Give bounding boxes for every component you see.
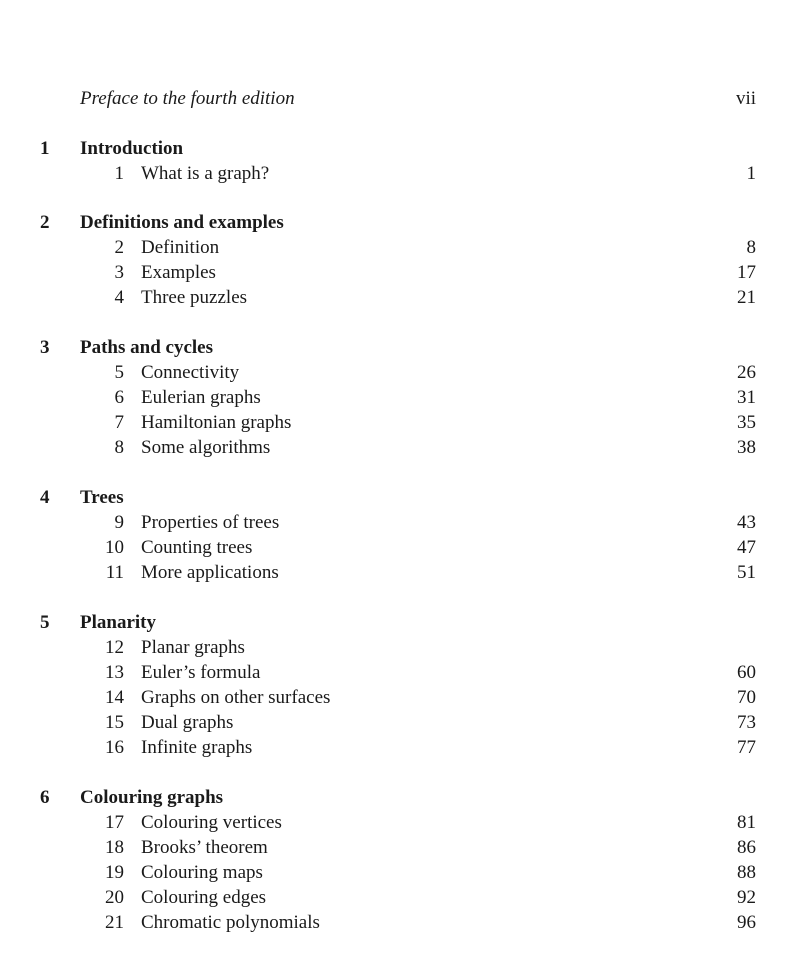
- section-title: Eulerian graphs: [141, 387, 261, 408]
- chapter-heading: [0, 212, 796, 237]
- section-entry: [0, 537, 796, 562]
- section-title: Connectivity: [141, 362, 240, 383]
- section-number: 11: [105, 562, 124, 583]
- section-number: 17: [105, 812, 124, 833]
- section-title: More applications: [141, 562, 279, 583]
- section-page: 88: [737, 862, 756, 883]
- preface-title: Preface to the fourth edition: [80, 88, 295, 109]
- section-number: 10: [105, 537, 124, 558]
- section-number: 18: [105, 837, 124, 858]
- section-title: Definition: [141, 237, 220, 258]
- section-title: Infinite graphs: [141, 737, 253, 758]
- section-number: 5: [114, 362, 124, 383]
- section-entry: [0, 237, 796, 262]
- chapter-6: [0, 787, 796, 937]
- chapter-2: [0, 212, 796, 312]
- chapter-heading: [0, 138, 796, 163]
- section-number: 9: [114, 512, 124, 533]
- section-title: What is a graph?: [141, 163, 270, 184]
- section-number: 16: [105, 737, 124, 758]
- section-number: 12: [105, 637, 124, 658]
- section-title: Graphs on other surfaces: [141, 687, 331, 708]
- section-title: Examples: [141, 262, 216, 283]
- section-entry: [0, 862, 796, 887]
- section-page: 1: [746, 163, 756, 184]
- section-number: 13: [105, 662, 124, 683]
- section-title: Colouring maps: [141, 862, 263, 883]
- chapter-title: Paths and cycles: [80, 337, 213, 358]
- chapter-title: Planarity: [80, 612, 156, 633]
- section-page: 31: [737, 387, 756, 408]
- chapter-title: Colouring graphs: [80, 787, 224, 808]
- chapter-number: 3: [40, 337, 50, 358]
- chapter-heading: [0, 612, 796, 637]
- chapter-number: 4: [40, 487, 50, 508]
- section-title: Counting trees: [141, 537, 253, 558]
- section-number: 19: [105, 862, 124, 883]
- section-entry: [0, 512, 796, 537]
- section-entry: [0, 912, 796, 937]
- preface-page: vii: [735, 88, 756, 109]
- chapter-number: 2: [40, 212, 50, 233]
- section-entry: [0, 437, 796, 462]
- section-number: 3: [114, 262, 124, 283]
- section-page: 35: [737, 412, 756, 433]
- section-number: 21: [105, 912, 124, 933]
- section-title: Chromatic polynomials: [141, 912, 320, 933]
- section-entry: [0, 812, 796, 837]
- section-number: 7: [114, 412, 124, 433]
- section-title: Hamiltonian graphs: [141, 412, 292, 433]
- section-title: Colouring vertices: [141, 812, 282, 833]
- chapter-heading: [0, 487, 796, 512]
- chapter-number: 1: [40, 138, 50, 159]
- section-entry: [0, 662, 796, 687]
- section-page: 86: [737, 837, 756, 858]
- section-entry: [0, 387, 796, 412]
- chapter-title: Definitions and examples: [80, 212, 284, 233]
- section-page: 70: [737, 687, 756, 708]
- section-page: 17: [737, 262, 756, 283]
- chapter-1: [0, 138, 796, 188]
- section-entry: [0, 887, 796, 912]
- section-page: 81: [737, 812, 756, 833]
- section-title: Colouring edges: [141, 887, 267, 908]
- chapter-3: [0, 337, 796, 462]
- section-number: 4: [114, 287, 124, 308]
- section-number: 8: [114, 437, 124, 458]
- section-number: 15: [105, 712, 124, 733]
- section-page: 47: [737, 537, 756, 558]
- chapter-number: 5: [40, 612, 50, 633]
- section-title: Three puzzles: [141, 287, 248, 308]
- section-entry: [0, 562, 796, 587]
- section-page: 38: [737, 437, 756, 458]
- section-title: Properties of trees: [141, 512, 280, 533]
- section-title: Planar graphs: [141, 637, 245, 658]
- section-title: Dual graphs: [141, 712, 234, 733]
- section-entry: [0, 287, 796, 312]
- section-page: 43: [737, 512, 756, 533]
- section-page: 96: [737, 912, 756, 933]
- section-page: 92: [737, 887, 756, 908]
- section-page: 21: [737, 287, 756, 308]
- section-entry: [0, 687, 796, 712]
- section-entry: [0, 837, 796, 862]
- chapter-4: [0, 487, 796, 587]
- chapter-title: Trees: [80, 487, 124, 508]
- chapter-5: [0, 612, 796, 762]
- section-number: 14: [105, 687, 124, 708]
- chapter-heading: [0, 787, 796, 812]
- chapter-title: Introduction: [80, 138, 184, 159]
- section-entry: [0, 737, 796, 762]
- section-number: 20: [105, 887, 124, 908]
- section-page: 60: [737, 662, 756, 683]
- section-number: 6: [114, 387, 124, 408]
- section-entry: [0, 412, 796, 437]
- section-page: 51: [737, 562, 756, 583]
- section-entry: [0, 362, 796, 387]
- section-page: 77: [737, 737, 756, 758]
- section-page: 26: [737, 362, 756, 383]
- section-entry: [0, 637, 796, 662]
- section-entry: [0, 262, 796, 287]
- chapter-heading: [0, 337, 796, 362]
- section-number: 2: [114, 237, 124, 258]
- section-title: Euler’s formula: [141, 662, 261, 683]
- section-entry: [0, 163, 796, 188]
- section-title: Some algorithms: [141, 437, 271, 458]
- section-entry: [0, 712, 796, 737]
- section-page: 73: [737, 712, 756, 733]
- section-page: 8: [746, 237, 756, 258]
- section-number: 1: [114, 163, 124, 184]
- section-title: Brooks’ theorem: [141, 837, 268, 858]
- chapter-number: 6: [40, 787, 50, 808]
- preface-entry: [80, 88, 756, 114]
